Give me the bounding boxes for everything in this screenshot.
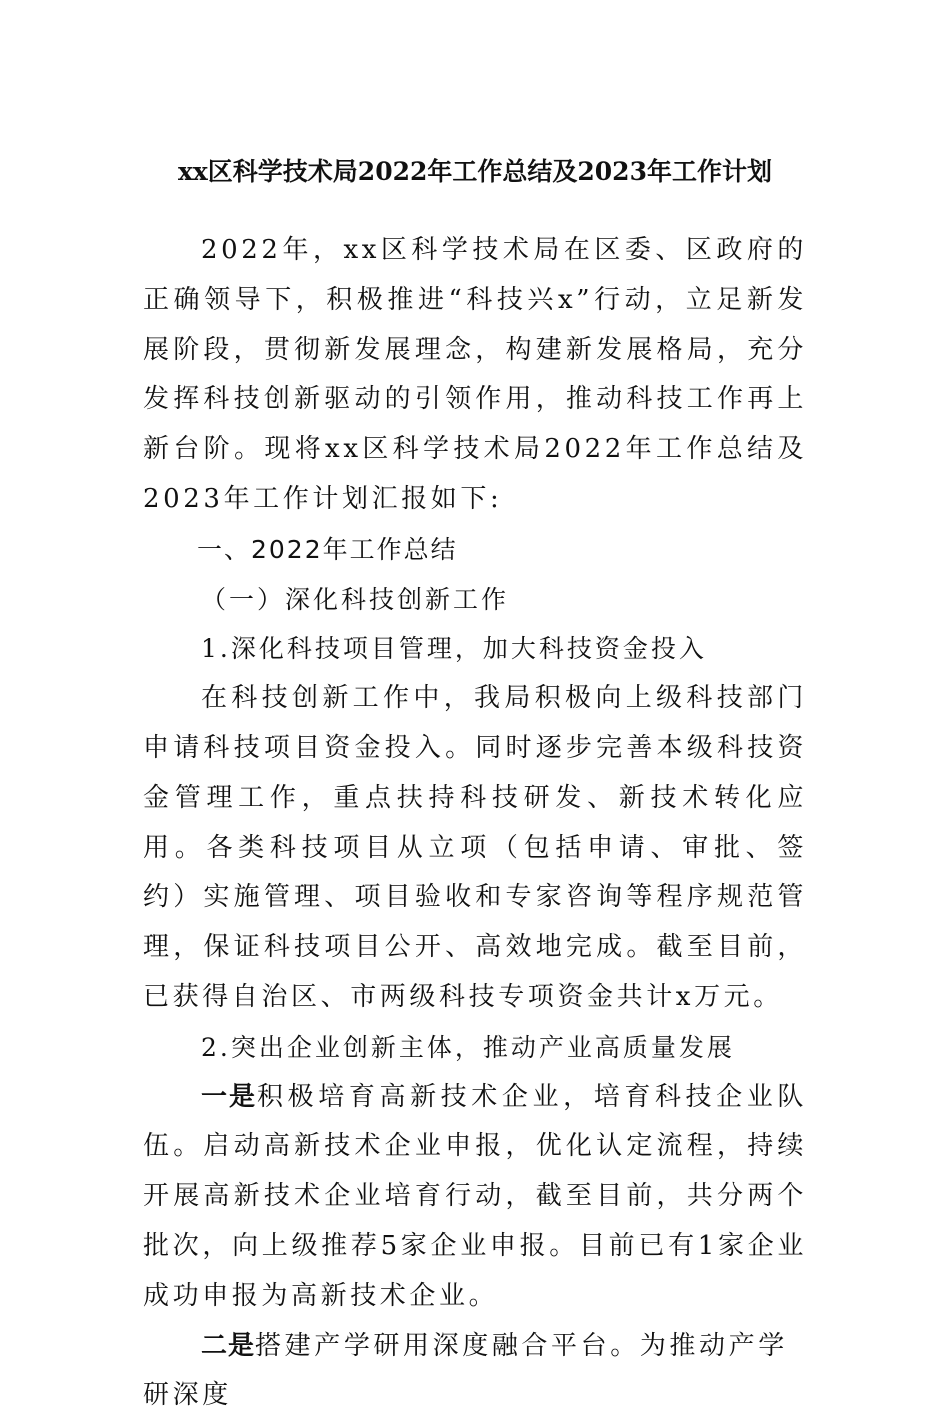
item-paragraph-1: 在科技创新工作中，我局积极向上级科技部门申请科技项目资金投入。同时逐步完善本级科技资金管理工作，重点扶持科技研发、新技术转化应用。各类科技项目从立项（包括申请、审批、签约）实施管理、项目验收和专家咨询等程序规范管理，保证科技项目公开、高效地完成。截至目前，已获得自治区、市两级科技专项资金共计x万元。: [143, 683, 807, 1012]
item-heading-2: 2.突出企业创新主体，推动产业高质量发展: [201, 1032, 735, 1062]
document-title: xx区科学技术局2022年工作总结及2023年工作计划: [178, 157, 772, 186]
item-heading-1: 1.深化科技项目管理，加大科技资金投入: [201, 634, 707, 664]
point-lead-2: 二是: [201, 1330, 256, 1361]
point-paragraph-2: [143, 1322, 807, 1421]
intro-paragraph: 2022年，xx区科学技术局在区委、区政府的正确领导下，积极推进“科技兴x”行动，立足新发展阶段，贯彻新发展理念，构建新发展格局，充分发挥科技创新驱动的引领作用，推动科技工作再上新台阶。现将xx区科学技术局2022年工作总结及2023年工作计划汇报如下:: [143, 235, 807, 514]
subsection-heading: （一）深化科技创新工作: [201, 584, 510, 614]
point-lead-1: 一是: [201, 1081, 258, 1112]
point-body-2: 搭建产学研用深度融合平台。为推动产学研深度: [143, 1330, 788, 1411]
document-body: [143, 226, 807, 1421]
point-body-1: 积极培育高新技术企业，培育科技企业队伍。启动高新技术企业申报，优化认定流程，持续开展高新技术企业培育行动，截至目前，共分两个批次，向上级推荐5家企业申报。目前已有1家企业成功申报为高新技术企业。: [143, 1081, 807, 1311]
section-heading: 一、2022年工作总结: [197, 534, 458, 564]
point-paragraph-1: [143, 1073, 807, 1322]
